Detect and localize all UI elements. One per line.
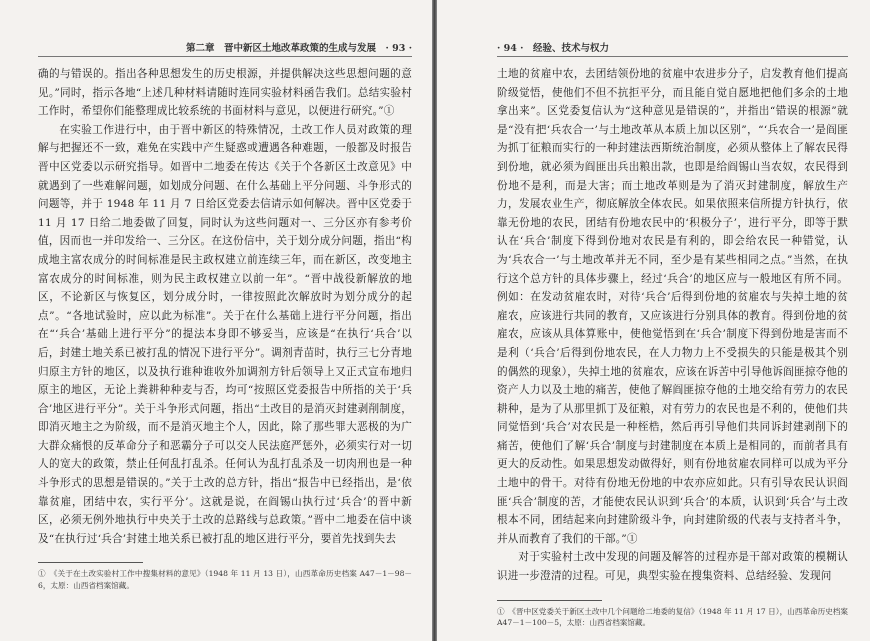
left-page-body — [38, 65, 412, 548]
right-page-body — [497, 65, 848, 586]
right-footnote: ① 《晋中区党委关于新区土改中几个问题给二地委的复信》（1948 年 11 月 17 日），山西革命历史档案 A47－1－100－5，太原：山西省档案馆藏。 — [497, 606, 848, 628]
left-paragraph-2: 在实验工作进行中，由于晋中新区的特殊情况，土改工作人员对政策的理解与把握还不一致，难免在实践中产生疑惑或遭遇各种难题，一般都及时报告晋中区党委以示研究指导。如晋中二地委在传达《关于个各新区土改意见》中就遇到了一些难解问题，如划成分问题、在什么基础上平分问题、斗争形式的问题等，并于 1948 年 11 月 7 日给区党委去信请示如何解决。晋中区党委于 11 月 17 日给二地委做了回复，同时认为这些问题对一、三分区亦有参考价值，因而也一并印发给一、三分区。在这份信中，关于划分成分问题，指出“构成地主富农成分的时间标准是民主政权建立前连续三年，而在新区，改变地主富农成分的时间标准，则为民主政权建立以前一年”。“晋中战役新解放的地区，不论新区与恢复区，划分成分时，一律按照此次解放时为划分成分的起点”。“各地试验时，应以此为标准”。关于在什么基础上进行平分问题，指出在“‘兵合’基础上进行平分”的提法本身即不够妥当，应该是“在执行‘兵合’以后，封建土地关系已被打乱的情况下进行平分”。调剂青苗时，执行三七分青地归原主方针的地区，以及执行谁种谁收外加调剂方针后领导上又正式宣布地归原主的地区，无论上粪耕种种麦与否，均可“按照区党委报告中所指的关于‘兵合’地区进行平分”。关于斗争形式问题，指出“土改目的是消灭封建剥削制度，即消灭地主之为阶级，而不是消灭地主个人，因此，除了那些罪大恶极的为广大群众痛恨的反革命分子和恶霸分子可以交人民法庭严惩外，必须实行对一切人的宽大的政策，禁止任何乱打乱杀。任何认为乱打乱杀及一切肉刑也是一种斗争形式的思想是错误的。”关于土改的总方针，指出“报告中已经指出，是‘依靠贫雇，团结中农，实行平分’。这就是说，在阎锡山执行过‘兵合’的晋中新区，必须无例外地执行中央关于土改的总路线与总政策。”晋中二地委在信中谈及“在执行过‘兵合’封建土地关系已被打乱的地区进行平分，要首先找到失去 — [38, 123, 412, 545]
right-paragraph-1: 土地的贫雇中农，去团结领份地的贫雇中农进步分子，启发教育他们提高阶级觉悟，使他们不但不抗拒平分，而且能自觉自愿地把他们多余的土地拿出来”。区党委复信认为“这种意见是错误的”，并指出“错误的根源”就是“没有把‘兵农合一’与土地改革从本质上加以区别”，“‘兵农合一’是阎匪为抓丁征粮而实行的一种封建法西斯统治制度，必须从整体上了解农民得到份地，就必须为阎匪出兵出粮出款，也即是给阎锡山当农奴，农民得到份地不是利，而是大害；而土地改革则是为了消灭封建制度，解放生产力，发展农业生产，彻底解放全体农民。如果依照来信所提方针执行，依靠无份地的农民，团结有份地农民中的‘积极分子’，进行平分，即等于默认在‘兵合’制度下得到份地对农民是有利的，即会给农民一种错觉，认为‘兵农合一’与土地改革并无不同，至少是有某些相同之点。”当然，在执行这个总方针的具体步骤上，经过‘兵合’的地区应与一般地区有所不同。例如：在发动贫雇农时，对待‘兵合’后得到份地的贫雇农与失掉土地的贫雇农，应该进行共同的教育，又应该进行分别具体的教育。得到份地的贫雇农，应该从具体算账中，使他觉悟到在‘兵合’制度下得到份地是害而不是利（‘兵合’后得到份地农民，在人力物力上不受损失的只能是极其个别的偶然的现象），失掉土地的贫雇农，应该在诉苦中引导他诉阎匪掠夺他的资产人力以及土地的痛苦，使他了解阎匪掠夺他的土地交给有劳力的农民耕种，是为了从那里抓丁及征粮，对有劳力的农民也是不利的，使他们共同觉悟到‘兵合’对农民是一种桎梏，然后再引导他们共同诉封建剥削下的痛苦，使他们了解‘兵合’制度与封建制度在本质上是相同的，而前者具有更大的反动性。如果思想发动做得好，则有份地贫雇农同样可以成为平分土地中的骨干。对待有份地无份地的中农亦应如此。只有引导农民认识阎匪‘兵合’制度的苦，才能使农民认识到‘兵合’的本质，认识到‘兵合’与土改根本不同，团结起来向封建阶级斗争，向封建阶级的代表与支持者斗争，并从而教育了我们的干部。”① — [497, 68, 848, 545]
right-page-header: · 94 · 经验、技术与权力 — [497, 42, 848, 57]
left-page — [0, 0, 432, 641]
left-paragraph-1: 确的与错误的。指出各种思想发生的历史根源，并提供解决这些思想问题的意见。”同时，指示各地“上述几种材料请随时连同实验材料函告我们。总结实验村工作时，希望你们能整理成比较系统的书面材料与意见，以便进行研究。”① — [38, 68, 412, 118]
right-paragraph-2: 对于实验村土改中发现的问题及解答的过程亦是干部对政策的模糊认识进一步澄清的过程。可见，典型实验在搜集资料、总结经验、发现问 — [497, 551, 848, 583]
left-footnote: ① 《关于在土改实验村工作中搜集材料的意见》（1948 年 11 月 13 日），山西革命历史档案 A47－1－98－6，太原：山西省档案馆藏。 — [38, 569, 412, 590]
right-footnote-rule — [497, 600, 602, 601]
left-page-header: 第二章 晋中新区土地改革政策的生成与发展 · 93 · — [38, 42, 412, 57]
left-footnote-rule — [38, 562, 143, 563]
right-page — [437, 0, 870, 641]
